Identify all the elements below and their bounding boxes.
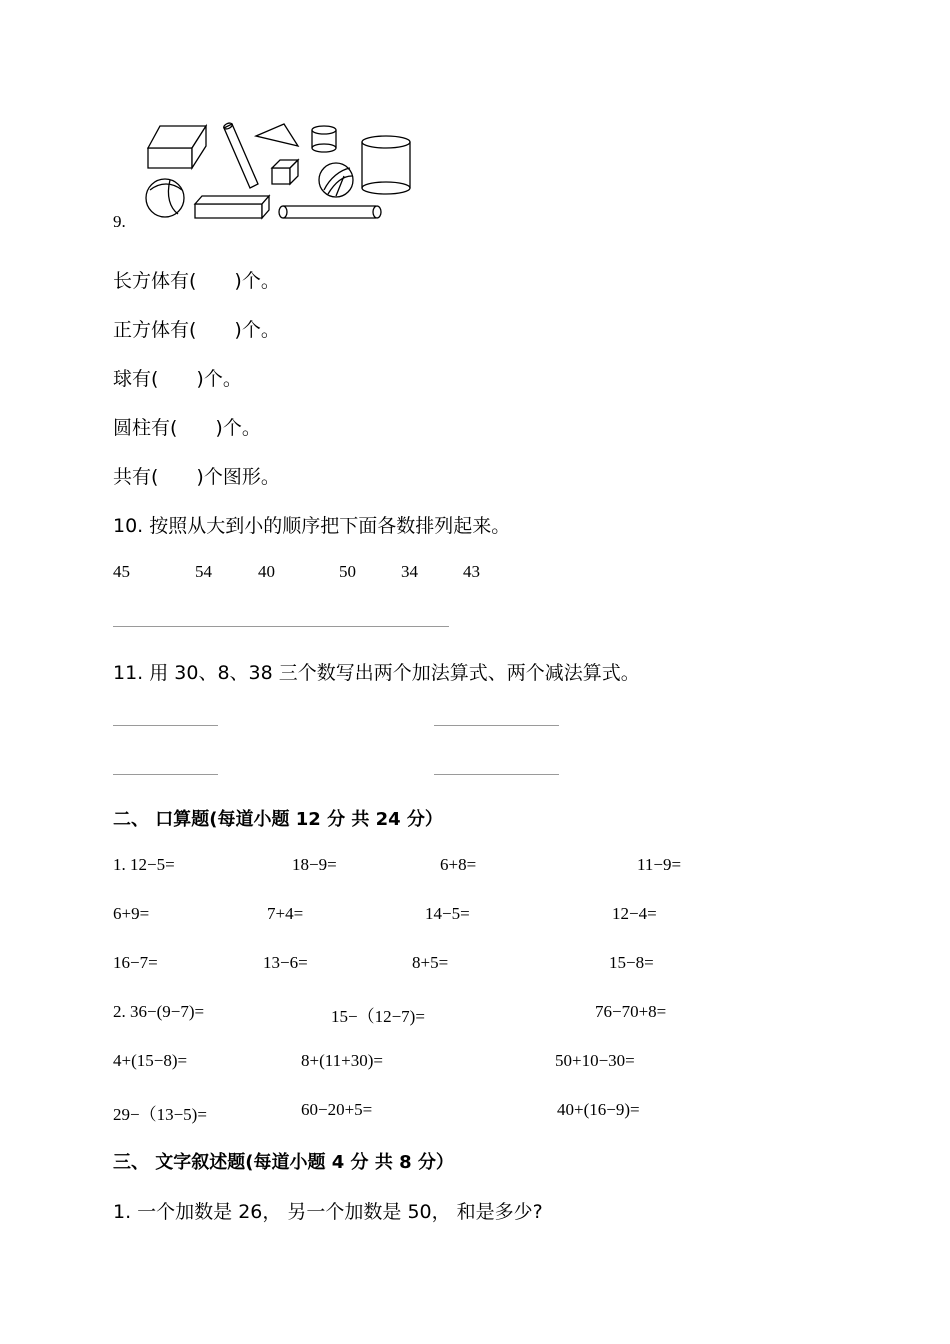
q9-total-count: 共有( )个图形。 [113, 466, 280, 488]
calc-r2-c1: 6+9= [113, 904, 150, 923]
calc-r2-c3: 14−5= [425, 904, 470, 923]
calc-r4-c1: 2. 36−(9−7)= [113, 1002, 205, 1021]
section3-heading: 三、 文字叙述题(每道小题 4 分 共 8 分） [113, 1152, 454, 1173]
q11-answer-line-3[interactable] [113, 774, 218, 775]
calc-r3-c1: 16−7= [113, 953, 158, 972]
cuboid-shape-1 [148, 126, 206, 168]
q10-number-2: 54 [195, 562, 212, 581]
q11-answer-line-4[interactable] [434, 774, 559, 775]
q11-answer-line-2[interactable] [434, 725, 559, 726]
section3-question-1: 1. 一个加数是 26， 另一个加数是 50， 和是多少? [113, 1201, 543, 1223]
q11-title: 11. 用 30、8、38 三个数写出两个加法算式、两个减法算式。 [113, 662, 640, 684]
q10-answer-line[interactable] [113, 626, 449, 627]
section2-heading: 二、 口算题(每道小题 12 分 共 24 分） [113, 809, 443, 830]
horizontal-cylinder-shape [279, 206, 381, 218]
q9-cylinder-count: 圆柱有( )个。 [113, 417, 261, 439]
cuboid-shape-2 [195, 196, 269, 218]
shapes-figure [140, 118, 420, 228]
q9-cube-count: 正方体有( )个。 [113, 319, 280, 341]
q10-number-1: 45 [113, 562, 130, 581]
calc-r5-c1: 4+(15−8)= [113, 1051, 188, 1070]
calc-r3-c4: 15−8= [609, 953, 654, 972]
calc-r5-c3: 50+10−30= [555, 1051, 635, 1070]
q10-number-5: 34 [401, 562, 418, 581]
calc-r2-c2: 7+4= [267, 904, 304, 923]
calc-r1-c1: 1. 12−5= [113, 855, 175, 874]
calc-r1-c4: 11−9= [637, 855, 682, 874]
calc-r6-c3: 40+(16−9)= [557, 1100, 640, 1119]
calc-r4-c2: 15−（12−7)= [331, 1007, 425, 1026]
calc-r6-c1: 29−（13−5)= [113, 1105, 207, 1124]
q10-number-6: 43 [463, 562, 480, 581]
q9-sphere-count: 球有( )个。 [113, 368, 242, 390]
q9-cuboid-count: 长方体有( )个。 [113, 270, 280, 292]
q10-number-4: 50 [339, 562, 356, 581]
large-cylinder-shape [362, 136, 410, 194]
calc-r1-c2: 18−9= [292, 855, 337, 874]
small-cylinder-shape [312, 126, 336, 152]
calc-r4-c3: 76−70+8= [595, 1002, 667, 1021]
triangle-shape [256, 124, 298, 146]
calc-r2-c4: 12−4= [612, 904, 657, 923]
calc-r3-c3: 8+5= [412, 953, 449, 972]
sphere-shape-1 [319, 163, 353, 197]
q10-title: 10. 按照从大到小的顺序把下面各数排列起来。 [113, 515, 511, 537]
calc-r3-c2: 13−6= [263, 953, 308, 972]
calc-r6-c2: 60−20+5= [301, 1100, 373, 1119]
q11-answer-line-1[interactable] [113, 725, 218, 726]
sphere-shape-2 [146, 179, 184, 217]
slanted-cylinder-shape [223, 122, 258, 188]
calc-r1-c3: 6+8= [440, 855, 477, 874]
cube-shape [272, 160, 298, 184]
q10-number-3: 40 [258, 562, 275, 581]
calc-r5-c2: 8+(11+30)= [301, 1051, 383, 1070]
q9-number: 9. [113, 212, 126, 231]
